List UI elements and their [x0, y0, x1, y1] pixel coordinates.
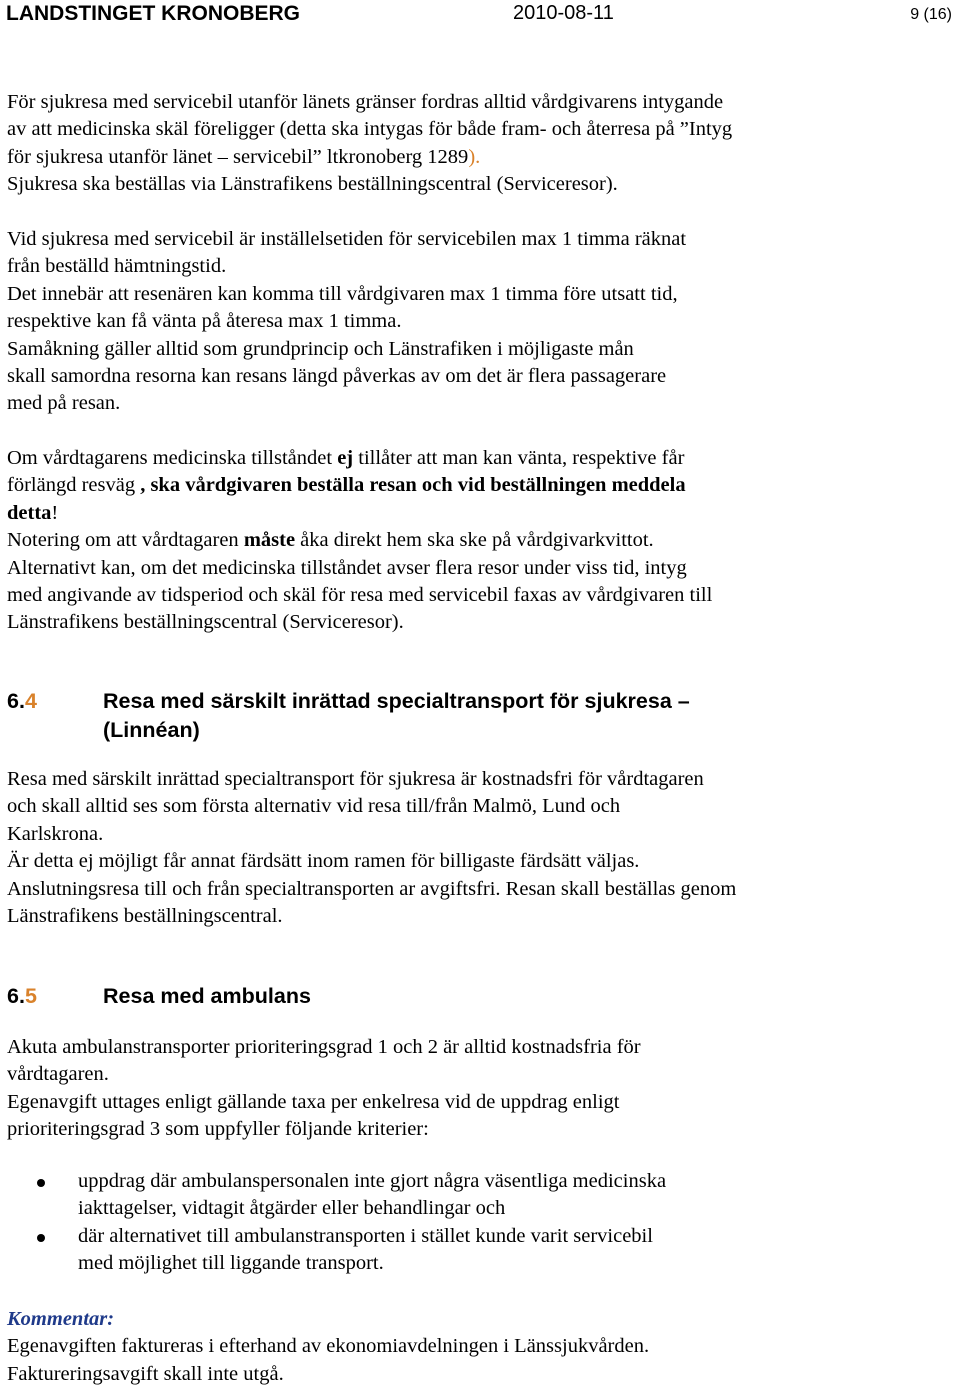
text-line: Är detta ej möjligt får annat färdsätt inom ramen för billigaste färdsätt väljas.	[7, 850, 640, 873]
text-line: prioriteringsgrad 3 som uppfyller följande kriterier:	[7, 1118, 429, 1141]
paragraph-medical-condition	[7, 445, 955, 637]
section-number-minor: 4	[24, 689, 37, 713]
text-line	[7, 500, 955, 527]
text-span: för sjukresa utanför länet – servicebil” ltkronoberg 1289	[7, 145, 469, 168]
text-line: Karlskrona.	[7, 822, 104, 845]
text-line: med möjlighet till liggande transport.	[78, 1252, 384, 1275]
text-line: med angivande av tidsperiod och skäl för resa med servicebil faxas av vårdgivaren till	[7, 584, 713, 607]
text-span-bold: ej	[337, 447, 354, 469]
text-span-bold: , ska vårdgivaren beställa resan och vid beställningen meddela	[140, 474, 686, 497]
text-line: vårdtagaren.	[7, 1063, 109, 1086]
section-title-line: Resa med särskilt inrättad specialtransport för sjukresa –	[103, 689, 690, 713]
bullet-icon	[37, 1234, 45, 1242]
text-line: Alternativt kan, om det medicinska tillståndet avser flera resor under viss tid, intyg	[7, 556, 687, 579]
text-line: För sjukresa med servicebil utanför länets gränser fordras alltid vårdgivarens intygande	[7, 91, 724, 113]
text-line: Faktureringsavgift skall inte utgå.	[7, 1362, 284, 1385]
section-title: Resa med ambulans	[103, 984, 311, 1008]
text-line: Anslutningsresa till och från specialtransporten ar avgiftsfri. Resan skall beställas genom	[7, 877, 737, 900]
section-number-major: 6.	[7, 689, 25, 713]
text-line: Samåkning gäller alltid som grundprincip och Länstrafiken i möjligaste mån	[7, 337, 634, 360]
text-span-bold: måste	[243, 529, 296, 552]
list-item-text	[78, 1168, 666, 1223]
section-title-line: (Linnéan)	[103, 718, 200, 742]
list-item-text	[78, 1223, 653, 1278]
text-line: uppdrag där ambulanspersonalen inte gjort några väsentliga medicinska	[78, 1170, 667, 1192]
comment-label: Kommentar:	[7, 1308, 115, 1330]
text-line: från beställd hämtningstid.	[7, 255, 227, 278]
paragraph-ambulans	[7, 1034, 955, 1144]
section-heading-6-4	[7, 687, 955, 745]
text-line: Egenavgift uttages enligt gällande taxa per enkelresa vid de uppdrag enligt	[7, 1090, 620, 1113]
text-span-bold: detta	[7, 501, 52, 524]
text-line: Resa med särskilt inrättad specialtransport för sjukresa är kostnadsfri för vårdtagaren	[7, 768, 704, 790]
header-page-number: 9 (16)	[910, 6, 952, 23]
text-span: !	[51, 501, 59, 524]
text-span: Notering om att vårdtagaren	[7, 529, 244, 552]
section-number-minor: 5	[24, 984, 37, 1008]
text-line: iakttagelser, vidtagit åtgärder eller behandlingar och	[78, 1197, 506, 1220]
text-line: Länstrafikens beställningscentral.	[7, 905, 283, 928]
section-number-major: 6.	[7, 984, 25, 1008]
text-line	[7, 144, 955, 171]
text-line: Länstrafikens beställningscentral (Serviceresor).	[7, 611, 404, 634]
text-span: Om vårdtagarens medicinska tillståndet	[7, 447, 338, 469]
paragraph-servicebil-outside-county	[7, 89, 955, 199]
text-line: skall samordna resorna kan resans längd påverkas av om det är flera passagerare	[7, 365, 667, 388]
section-number	[7, 687, 37, 716]
bullet-icon	[37, 1179, 45, 1187]
text-line: med på resan.	[7, 392, 121, 415]
text-span: tillåter att man kan vänta, respektive får	[353, 447, 685, 469]
text-line: och skall alltid ses som första alternativ vid resa till/från Malmö, Lund och	[7, 795, 621, 818]
section-heading-6-5	[7, 982, 955, 1011]
text-line	[7, 527, 955, 554]
text-line: Vid sjukresa med servicebil är inställelsetiden för servicebilen max 1 timma räknat	[7, 228, 687, 250]
text-line: Egenavgiften faktureras i efterhand av ekonomiavdelningen i Länssjukvården.	[7, 1335, 650, 1358]
page-header	[0, 0, 960, 30]
header-organization: LANDSTINGET KRONOBERG	[6, 2, 300, 25]
text-line	[7, 472, 955, 499]
text-line: Det innebär att resenären kan komma till vårdgivaren max 1 timma före utsatt tid,	[7, 282, 678, 305]
text-span-accent: ).	[468, 145, 481, 168]
text-line: Akuta ambulanstransporter prioriteringsgrad 1 och 2 är alltid kostnadsfria för	[7, 1036, 641, 1058]
text-line: respektive kan få vänta på återesa max 1 timma.	[7, 310, 402, 333]
text-line	[7, 445, 955, 472]
comment-block	[7, 1306, 955, 1388]
header-date: 2010-08-11	[513, 2, 614, 24]
section-number	[7, 982, 37, 1011]
text-span: åka direkt hem ska ske på vårdgivarkvittot.	[295, 529, 654, 552]
paragraph-inställelsetid	[7, 226, 955, 418]
text-line: Sjukresa ska beställas via Länstrafikens beställningscentral (Serviceresor).	[7, 173, 618, 196]
text-span: förlängd resväg	[7, 474, 141, 497]
section-title	[103, 687, 690, 745]
text-line: där alternativet till ambulanstransporten i stället kunde varit servicebil	[78, 1224, 653, 1247]
paragraph-specialtransport	[7, 766, 955, 930]
text-line: av att medicinska skäl föreligger (detta ska intygas för både fram- och återresa på ”Intyg	[7, 118, 733, 141]
